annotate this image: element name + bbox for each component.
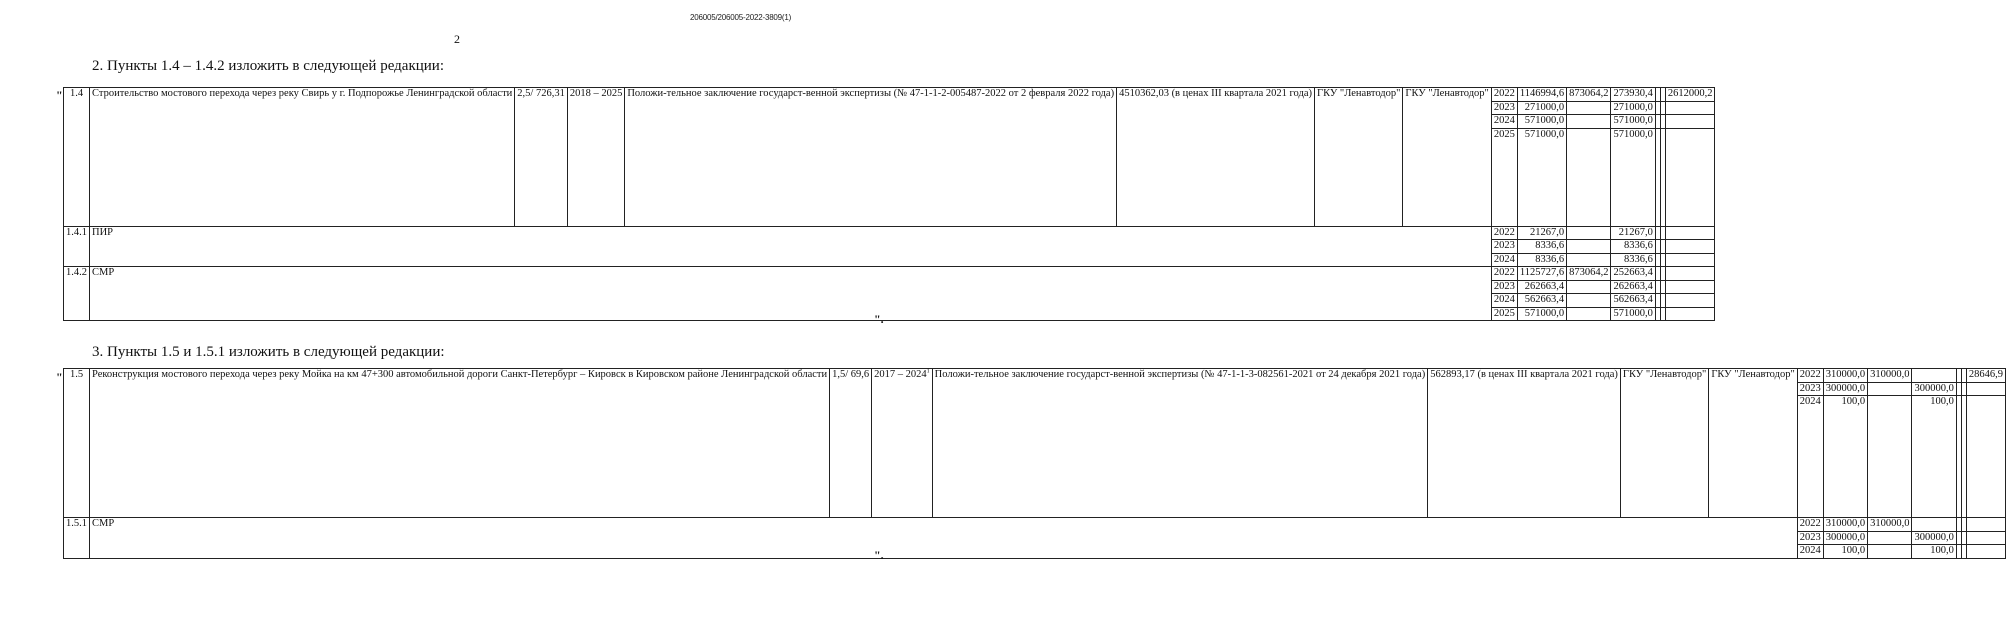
table-row bbox=[64, 369, 2006, 383]
year-cell: 2023 bbox=[1797, 382, 1823, 396]
regional-funding-cell: 252663,4 bbox=[1611, 267, 1655, 281]
total-funding-cell: 8336,6 bbox=[1517, 253, 1566, 267]
empty-cell bbox=[1665, 115, 1715, 129]
regional-funding-cell: 273930,4 bbox=[1611, 88, 1655, 102]
year-cell: 2023 bbox=[1491, 240, 1517, 254]
federal-funding-cell bbox=[1567, 294, 1611, 308]
total-funding-cell: 100,0 bbox=[1823, 545, 1867, 559]
period-cell bbox=[567, 88, 625, 227]
item-number: 1.5 bbox=[64, 369, 90, 518]
empty-cell bbox=[1966, 531, 2005, 545]
year-cell: 2024 bbox=[1797, 545, 1823, 559]
expertise-cell: Положи-тельное заключение государст-венной экспертизы (№ 47-1-1-2-005487-2022 от 2 февраля 2022 года) bbox=[625, 88, 1117, 227]
regional-funding-cell bbox=[1912, 369, 1956, 383]
year-cell: 2023 bbox=[1491, 280, 1517, 294]
federal-funding-cell bbox=[1567, 307, 1611, 321]
federal-funding-cell bbox=[1567, 240, 1611, 254]
federal-funding-cell bbox=[1567, 253, 1611, 267]
section-2-table bbox=[63, 87, 1715, 321]
table-row bbox=[64, 267, 1715, 281]
federal-funding-cell bbox=[1567, 128, 1611, 226]
item-number: 1.4.2 bbox=[64, 267, 90, 321]
year-cell: 2022 bbox=[1491, 267, 1517, 281]
year-cell: 2022 bbox=[1797, 369, 1823, 383]
year-cell: 2022 bbox=[1797, 518, 1823, 532]
total-funding-cell: 310000,0 bbox=[1823, 369, 1867, 383]
federal-funding-cell: 873064,2 bbox=[1567, 267, 1611, 281]
year-cell: 2024 bbox=[1797, 396, 1823, 518]
federal-funding-cell bbox=[1567, 101, 1611, 115]
empty-cell bbox=[1665, 267, 1715, 281]
total-funding-cell: 571000,0 bbox=[1517, 128, 1566, 226]
empty-cell bbox=[1665, 226, 1715, 240]
table-row bbox=[64, 88, 1715, 102]
total-funding-cell: 8336,6 bbox=[1517, 240, 1566, 254]
year-cell: 2024 bbox=[1491, 294, 1517, 308]
object-name: СМР bbox=[90, 518, 1798, 559]
year-cell: 2022 bbox=[1491, 226, 1517, 240]
object-name: СМР bbox=[90, 267, 1492, 321]
page-number: 2 bbox=[454, 32, 460, 46]
period-text: 2018 – 2025 bbox=[569, 88, 623, 99]
federal-funding-cell: 873064,2 bbox=[1567, 88, 1611, 102]
capacity-cell: 1,5/ 69,6 bbox=[830, 369, 872, 518]
grand-total-cell: 28646,9 bbox=[1966, 369, 2005, 383]
empty-cell bbox=[1665, 294, 1715, 308]
regional-funding-cell: 271000,0 bbox=[1611, 101, 1655, 115]
year-cell: 2024 bbox=[1491, 253, 1517, 267]
regional-funding-cell: 300000,0 bbox=[1912, 382, 1956, 396]
cost-cell: 562893,17 (в ценах III квартала 2021 года) bbox=[1428, 369, 1621, 518]
total-funding-cell: 571000,0 bbox=[1517, 115, 1566, 129]
federal-funding-cell: 310000,0 bbox=[1868, 369, 1912, 383]
federal-funding-cell bbox=[1567, 115, 1611, 129]
item-number: 1.5.1 bbox=[64, 518, 90, 559]
regional-funding-cell: 21267,0 bbox=[1611, 226, 1655, 240]
total-funding-cell: 100,0 bbox=[1823, 396, 1867, 518]
regional-funding-cell: 571000,0 bbox=[1611, 115, 1655, 129]
total-funding-cell: 1125727,6 bbox=[1517, 267, 1566, 281]
customer-cell: ГКУ "Ленавтодор" bbox=[1620, 369, 1708, 518]
object-name: Реконструкция мостового перехода через реку Мойка на км 47+300 автомобильной дороги Санкт-Петербург – Кировск в Кировском районе Ленинградской области bbox=[90, 369, 830, 518]
regional-funding-cell: 100,0 bbox=[1912, 396, 1956, 518]
regional-funding-cell: 300000,0 bbox=[1912, 531, 1956, 545]
federal-funding-cell: 310000,0 bbox=[1868, 518, 1912, 532]
footnote-marker: 1 bbox=[926, 368, 930, 375]
regional-funding-cell: 571000,0 bbox=[1611, 307, 1655, 321]
table-row bbox=[64, 518, 2006, 532]
section-3-table bbox=[63, 368, 2006, 559]
empty-cell bbox=[1665, 280, 1715, 294]
federal-funding-cell bbox=[1868, 396, 1912, 518]
federal-funding-cell bbox=[1868, 531, 1912, 545]
regional-funding-cell: 571000,0 bbox=[1611, 128, 1655, 226]
empty-cell bbox=[1966, 518, 2005, 532]
object-name: ПИР bbox=[90, 226, 1492, 267]
total-funding-cell: 562663,4 bbox=[1517, 294, 1566, 308]
total-funding-cell: 310000,0 bbox=[1823, 518, 1867, 532]
total-funding-cell: 1146994,6 bbox=[1517, 88, 1566, 102]
period-cell bbox=[872, 369, 933, 518]
object-name: Строительство мостового перехода через реку Свирь у г. Подпорожье Ленинградской области bbox=[90, 88, 515, 227]
empty-cell bbox=[1966, 382, 2005, 396]
period-text: 2017 – 2024 bbox=[874, 369, 927, 380]
year-cell: 2023 bbox=[1491, 101, 1517, 115]
year-cell: 2025 bbox=[1491, 307, 1517, 321]
item-number: 1.4 bbox=[64, 88, 90, 227]
section-2-heading: 2. Пункты 1.4 – 1.4.2 изложить в следующей редакции: bbox=[92, 58, 444, 74]
total-funding-cell: 300000,0 bbox=[1823, 531, 1867, 545]
empty-cell bbox=[1665, 253, 1715, 267]
item-number: 1.4.1 bbox=[64, 226, 90, 267]
empty-cell bbox=[1966, 396, 2005, 518]
expertise-cell: Положи-тельное заключение государст-венной экспертизы (№ 47-1-1-3-082561-2021 от 24 декабря 2021 года) bbox=[932, 369, 1428, 518]
customer-cell: ГКУ "Ленавтодор" bbox=[1315, 88, 1403, 227]
federal-funding-cell bbox=[1868, 545, 1912, 559]
regional-funding-cell: 562663,4 bbox=[1611, 294, 1655, 308]
cost-cell: 4510362,03 (в ценах III квартала 2021 года) bbox=[1117, 88, 1315, 227]
federal-funding-cell bbox=[1567, 280, 1611, 294]
empty-cell bbox=[1966, 545, 2005, 559]
developer-cell: ГКУ "Ленавтодор" bbox=[1403, 88, 1491, 227]
section-2-close-quote: ". bbox=[874, 312, 884, 326]
federal-funding-cell bbox=[1567, 226, 1611, 240]
federal-funding-cell bbox=[1868, 382, 1912, 396]
developer-cell: ГКУ "Ленавтодор" bbox=[1709, 369, 1797, 518]
document-id: 206005/206005-2022-3809(1) bbox=[690, 13, 792, 22]
regional-funding-cell: 8336,6 bbox=[1611, 240, 1655, 254]
year-cell: 2024 bbox=[1491, 115, 1517, 129]
year-cell: 2025 bbox=[1491, 128, 1517, 226]
table-row bbox=[64, 226, 1715, 240]
regional-funding-cell: 100,0 bbox=[1912, 545, 1956, 559]
capacity-cell: 2,5/ 726,31 bbox=[515, 88, 568, 227]
year-cell: 2022 bbox=[1491, 88, 1517, 102]
year-cell: 2023 bbox=[1797, 531, 1823, 545]
empty-cell bbox=[1665, 101, 1715, 115]
total-funding-cell: 21267,0 bbox=[1517, 226, 1566, 240]
empty-cell bbox=[1665, 307, 1715, 321]
regional-funding-cell: 262663,4 bbox=[1611, 280, 1655, 294]
total-funding-cell: 571000,0 bbox=[1517, 307, 1566, 321]
section-3-open-quote: " bbox=[56, 370, 63, 384]
regional-funding-cell bbox=[1912, 518, 1956, 532]
empty-cell bbox=[1665, 240, 1715, 254]
empty-cell bbox=[1665, 128, 1715, 226]
total-funding-cell: 271000,0 bbox=[1517, 101, 1566, 115]
regional-funding-cell: 8336,6 bbox=[1611, 253, 1655, 267]
total-funding-cell: 262663,4 bbox=[1517, 280, 1566, 294]
section-3-heading: 3. Пункты 1.5 и 1.5.1 изложить в следующей редакции: bbox=[92, 344, 445, 360]
total-funding-cell: 300000,0 bbox=[1823, 382, 1867, 396]
section-3-close-quote: ". bbox=[874, 548, 884, 562]
grand-total-cell: 2612000,2 bbox=[1665, 88, 1715, 102]
section-2-open-quote: " bbox=[56, 88, 63, 102]
